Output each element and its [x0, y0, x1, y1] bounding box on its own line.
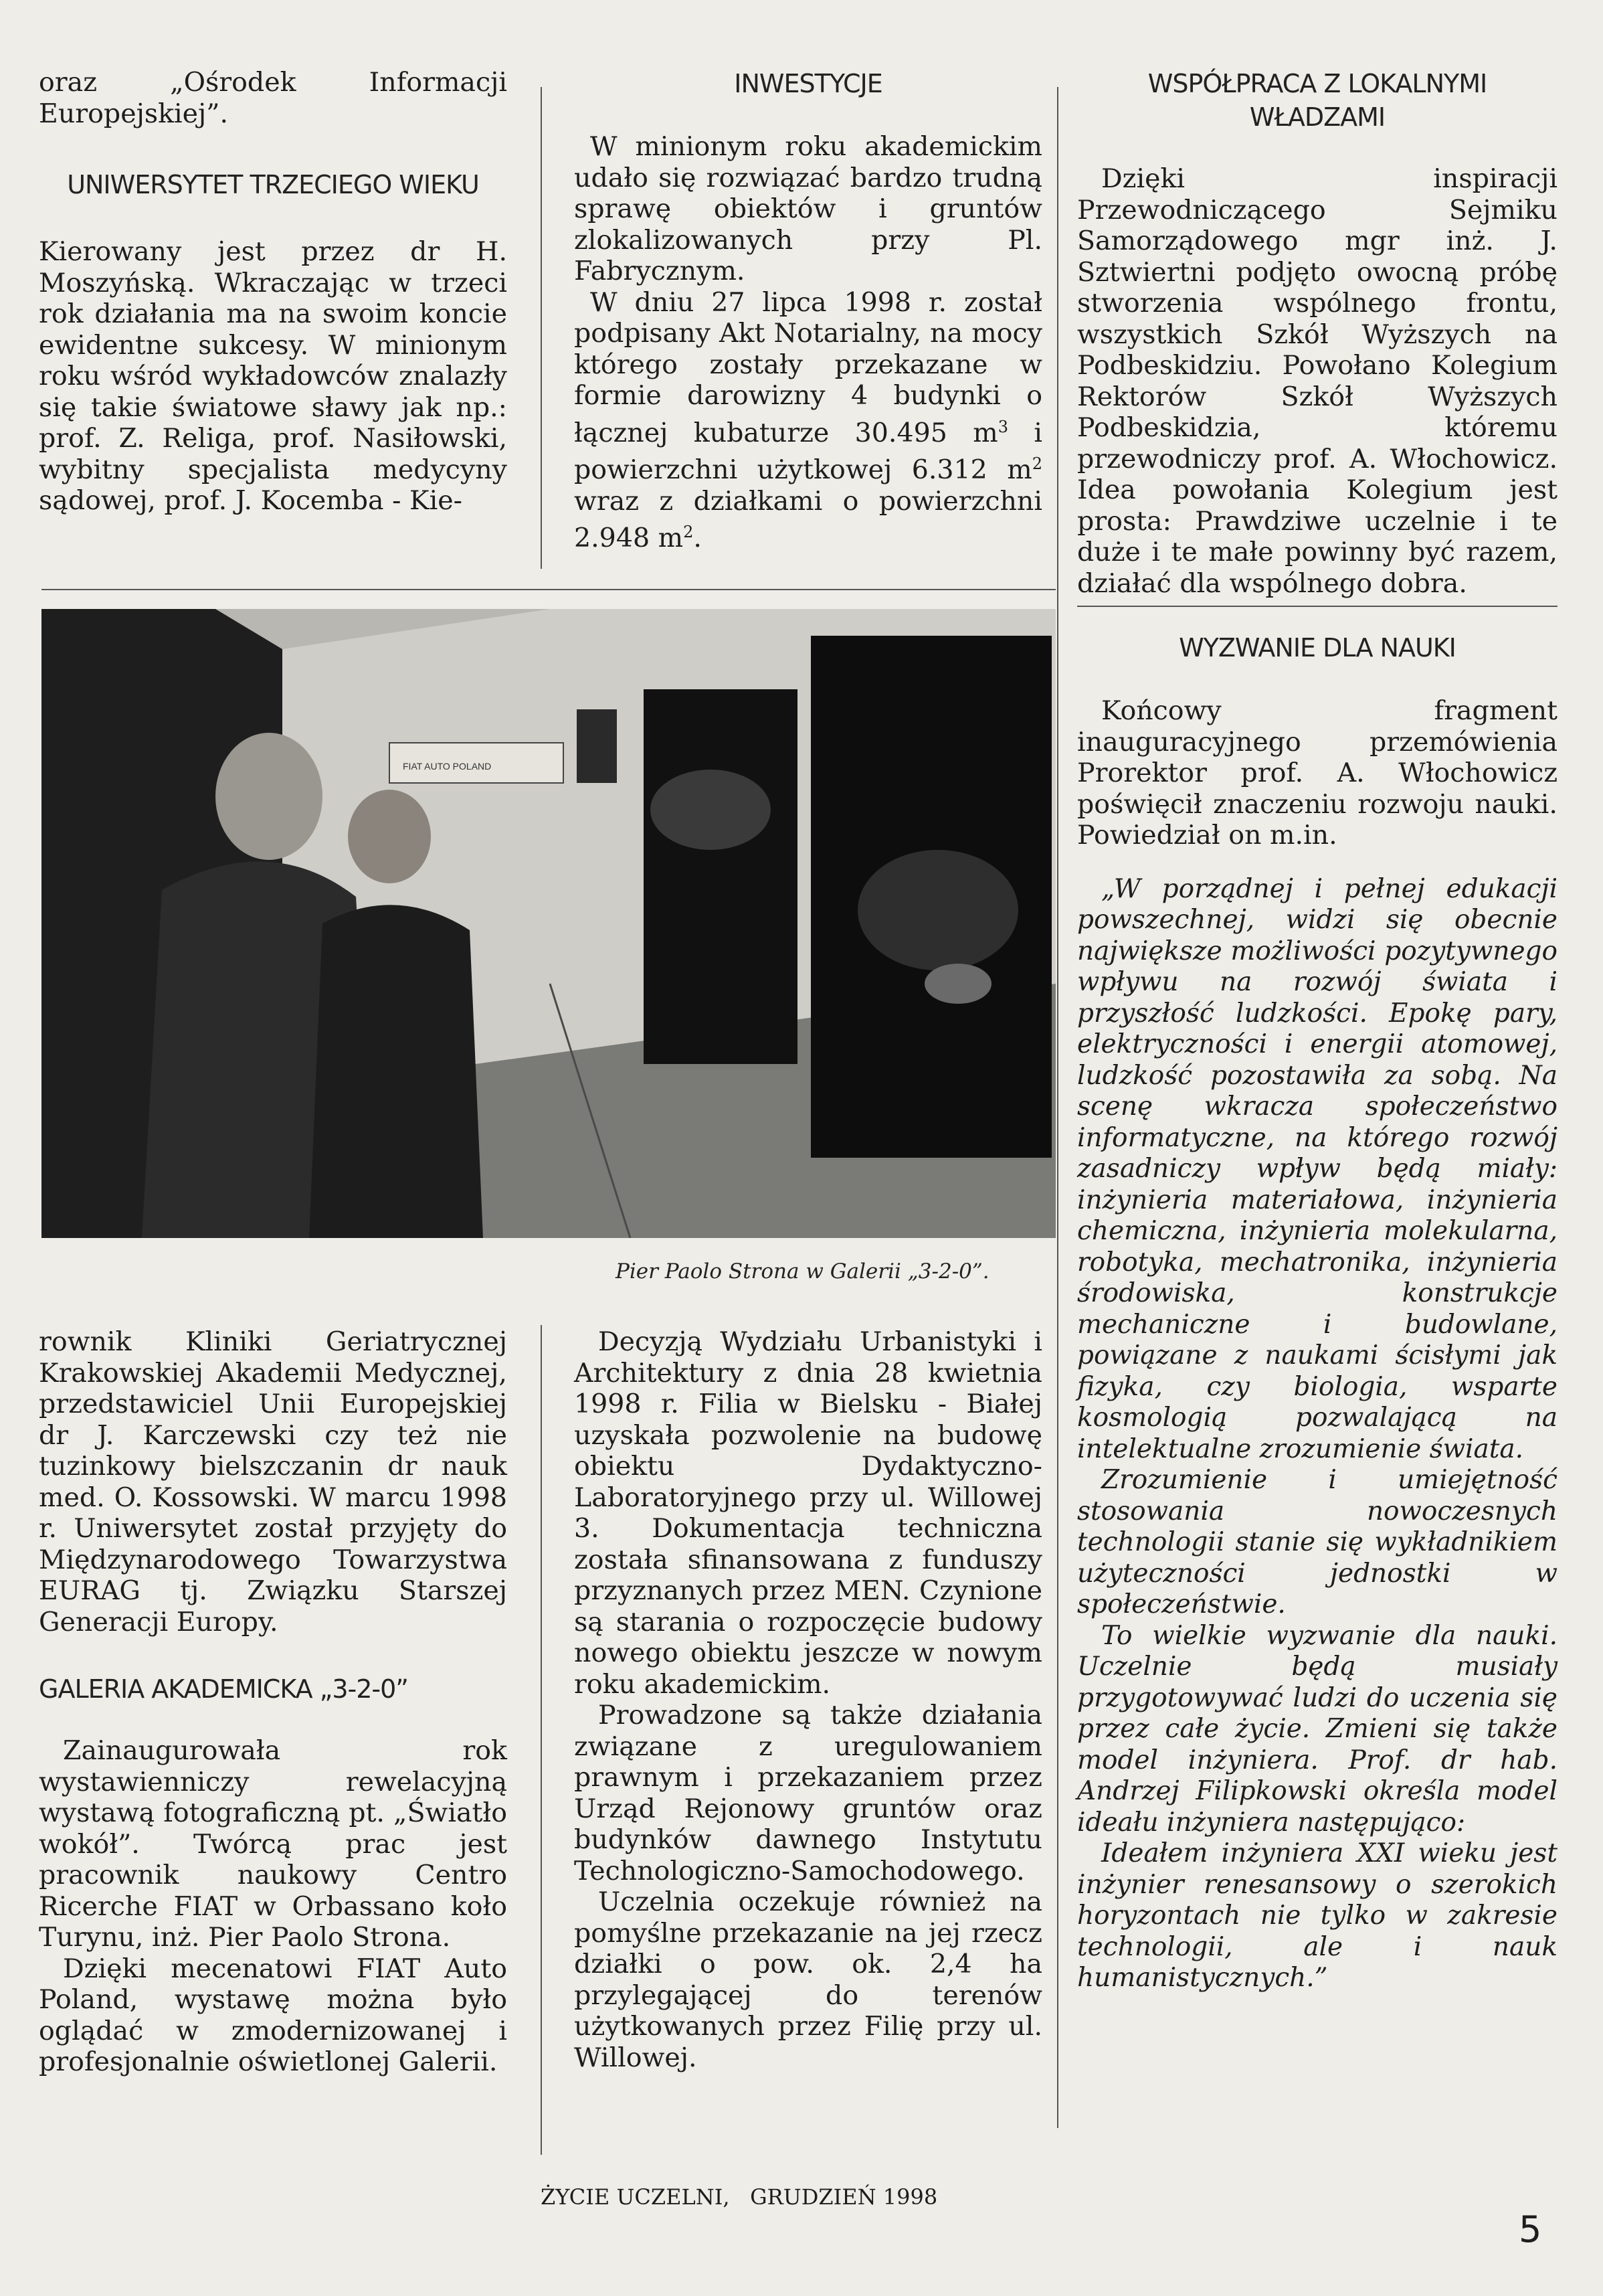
inwestycje-text-c: wraz z działkami o powierzchni 2.948 m [574, 485, 1042, 554]
photo-illustration [41, 609, 1056, 1238]
photo-top-rule [41, 589, 1056, 590]
column-2-bottom [574, 1326, 1042, 2073]
heading-wspolpraca: WSPÓŁPRACA Z LOKALNYMI WŁADZAMI [1147, 69, 1487, 132]
paragraph-galeria-1: Zainaugurowała rok wystawienniczy rewelacyjną wystawą fotograficzną pt. „Światło wokół”. Twórcą prac jest pracownik naukowy Centro Ricerche FIAT w Orbassano koło Turynu, inż. Pier Paolo Strona. [39, 1735, 507, 1953]
inwestycje-text-d: . [693, 523, 702, 554]
paragraph-dzialania: Prowadzone są także działania związane z uregulowaniem prawnym i przekazaniem przez Urząd Rejonowy gruntów oraz budynków dawnego Instytutu Technologiczno-Samochodowego. [574, 1700, 1042, 1886]
column-rule-bottom-1 [541, 1325, 542, 2155]
paragraph-inwestycje-2 [574, 287, 1042, 554]
paragraph-inwestycje-1: W minionym roku akademickim udało się rozwiązać bardzo trudną sprawę obiektów i gruntów zlokalizowanych przy Pl. Fabrycznym. [574, 131, 1042, 286]
footer-publication: ŻYCIE UCZELNI, GRUDZIEŃ 1998 [541, 2184, 938, 2210]
quote-paragraph-3: To wielkie wyzwanie dla nauki. Uczelnie będą musiały przygotowywać ludzi do uczenia się przez całe życie. Zmieni się także model inżyniera. Prof. dr hab. Andrzej Filipkowski określa model ideału inżyniera następująco: [1077, 1620, 1558, 1838]
heading-galeria-akademicka: GALERIA AKADEMICKA „3-2-0” [39, 1674, 408, 1704]
paragraph-utw-continued: rownik Kliniki Geriatrycznej Krakowskiej Akademii Medycznej, przedstawiciel Unii Europejskiej dr J. Karczewski czy też nie tuzinkowy bielszczanin dr nauk med. O. Kossowski. W marcu 1998 r. Uniwersytet został przyjęty do Międzynarodowego Towarzystwa EURAG tj. Związku Starszej Generacji Europy. [39, 1326, 507, 1638]
superscript-cubic: 3 [998, 417, 1008, 436]
superscript-square-2: 2 [683, 523, 694, 542]
column-rule-top-1 [541, 87, 542, 569]
quote-paragraph-2: Zrozumienie i umiejętność stosowania nowoczesnych technologii stanie się wykładnikiem użyteczności jednostki w społeczeństwie. [1077, 1465, 1558, 1619]
column-rule-right [1057, 87, 1058, 2128]
column-2-top [574, 67, 1042, 554]
column-1-bottom [39, 1326, 507, 2078]
paragraph-decyzja: Decyzją Wydziału Urbanistyki i Architektury z dnia 28 kwietnia 1998 r. Filia w Bielsku - Białej uzyskała pozwolenie na budowę obiektu Dydaktyczno-Laboratoryjnego przy ul. Willowej 3. Dokumentacja techniczna została sfinansowana z funduszy przyznanych przez MEN. Czynione są starania o rozpoczęcie budowy nowego obiektu jeszcze w nowym roku akademickim. [574, 1326, 1042, 1700]
paragraph-wspolpraca: Dzięki inspiracji Przewodniczącego Sejmiku Samorządowego mgr inż. J. Sztwiertni podjęto owocną próbę stworzenia wspólnego frontu, wszystkich Szkół Wyższych na Podbeskidziu. Powołano Kolegium Rektorów Szkół Wyższych Podbeskidzia, któremu przewodniczy prof. A. Włochowicz. Idea powołania Kolegium jest prosta: Prawdziwe uczelnie i te duże i te małe powinny być razem, działać dla wspólnego dobra. [1077, 163, 1558, 599]
quote-paragraph-4: Ideałem inżyniera XXI wieku jest inżynier renesansowy o szerokich horyzontach nie tylko w zakresie technologii, ale i nauk humanistycznych.” [1077, 1838, 1558, 1993]
page-number: 5 [1519, 2208, 1542, 2250]
column-3 [1077, 67, 1558, 1994]
heading-uniwersytet-trzeciego-wieku: UNIWERSYTET TRZECIEGO WIEKU [67, 170, 479, 199]
paragraph-wyzwanie: Końcowy fragment inauguracyjnego przemówienia Prorektor prof. A. Włochowicz poświęcił znaczeniu rozwoju nauki. Powiedział on m.in. [1077, 695, 1558, 851]
inwestycje-text-a: W dniu 27 lipca 1998 r. został podpisany Akt Notarialny, na mocy którego zostały przekazane w formie darowizny 4 budynki o łącznej kubaturze 30.495 m [574, 286, 1042, 448]
paragraph-intro: oraz „Ośrodek Informacji Europejskiej”. [39, 67, 507, 129]
heading-wyzwanie-dla-nauki: WYZWANIE DLA NAUKI [1179, 633, 1456, 663]
superscript-square-1: 2 [1032, 454, 1042, 474]
photo-sign: FIAT AUTO POLAND [403, 761, 492, 772]
photo-caption: Pier Paolo Strona w Galerii „3-2-0”. [616, 1259, 989, 1284]
divider-line [1077, 606, 1558, 607]
heading-inwestycje: INWESTYCJE [734, 69, 882, 98]
paragraph-galeria-2: Dzięki mecenatowi FIAT Auto Poland, wystawę można było oglądać w zmodernizowanej i profesjonalnie oświetlonej Galerii. [39, 1953, 507, 2077]
gallery-photo [41, 609, 1056, 1238]
paragraph-oczekiwanie: Uczelnia oczekuje również na pomyślne przekazanie na jej rzecz działki o pow. ok. 2,4 ha przylegającej do terenów użytkowanych przez Filię przy ul. Willowej. [574, 1886, 1042, 2073]
inwestycje-text-b: i powierzchni użytkowej 6.312 m [574, 417, 1042, 486]
column-1-top [39, 67, 507, 517]
paragraph-utw: Kierowany jest przez dr H. Moszyńską. Wkraczając w trzeci rok działania ma na swoim koncie ewidentne sukcesy. W minionym roku wśród wykładowców znalazły się takie światowe sławy jak np.: prof. Z. Religa, prof. Nasiłowski, wybitny specjalista medycyny sądowej, prof. J. Kocemba - Kie- [39, 236, 507, 516]
quote-paragraph-1: „W porządnej i pełnej edukacji powszechnej, widzi się obecnie największe możliwości pozytywnego wpływu na rozwój świata i przyszłość ludzkości. Epokę pary, elektryczności i energii atomowej, ludzkość pozostawiła za sobą. Na scenę wkracza społeczeństwo informatyczne, na którego rozwój zasadniczy wpływ będą miały: inżynieria materiałowa, inżynieria chemiczna, inżynieria molekularna, robotyka, mechatronika, inżynieria środowiska, konstrukcje mechaniczne i budowlane, powiązane z naukami ścisłymi jak fizyka, czy biologia, wsparte kosmologią pozwalającą na intelektualne zrozumienie świata. [1077, 873, 1558, 1464]
